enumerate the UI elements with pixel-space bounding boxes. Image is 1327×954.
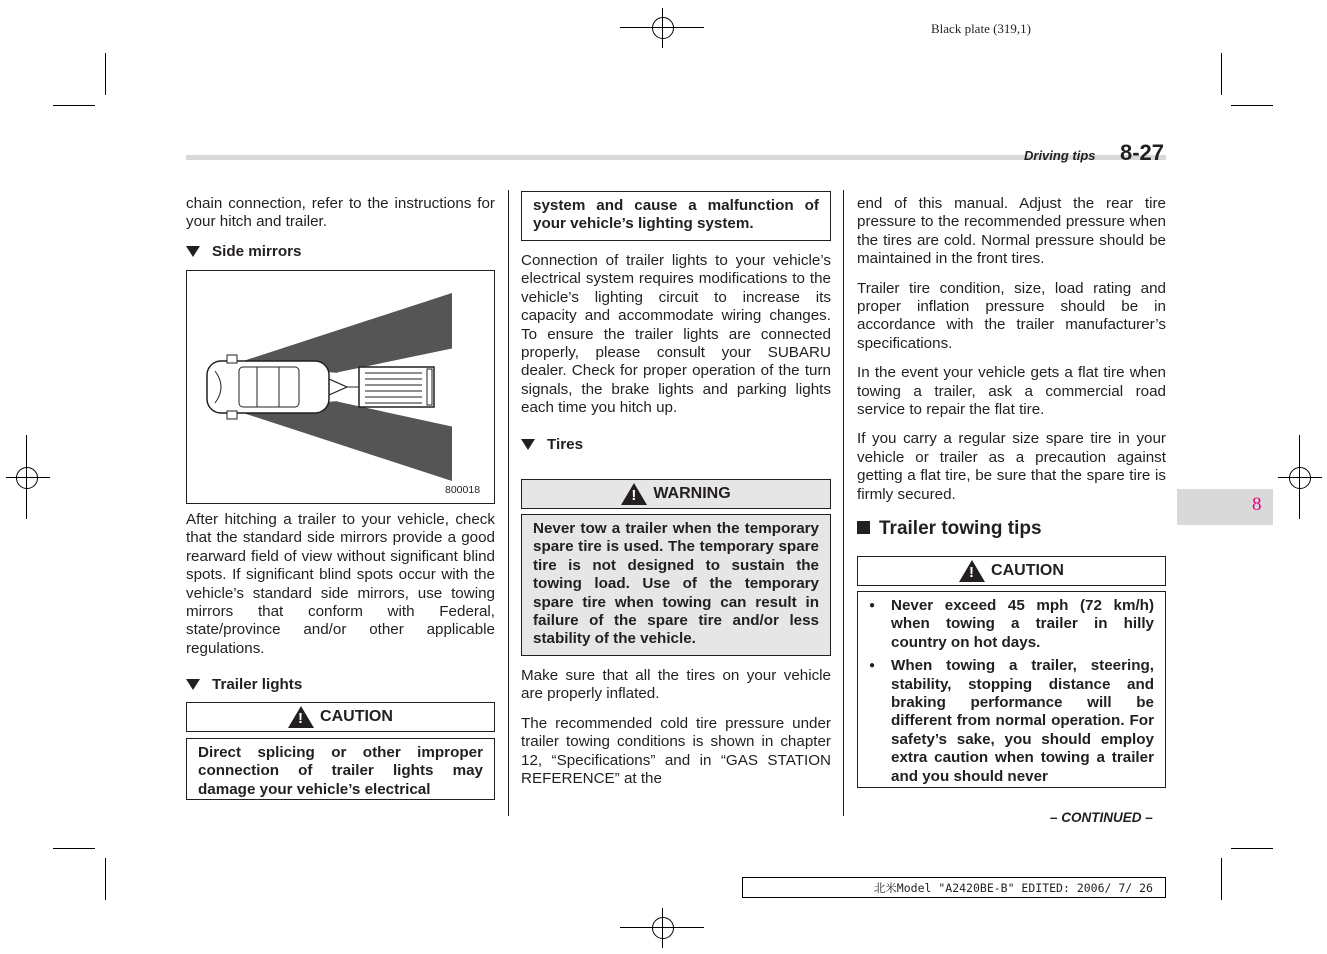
caution-continuation-text: system and cause a malfunction of your vehicle’s lighting system. [533, 197, 819, 233]
caution-text: Direct splicing or other improper connection of trailer lights may damage your vehicle’s electrical [198, 744, 483, 798]
tires-paragraph-1: Make sure that all the tires on your vehicle are properly inflated. [521, 667, 831, 703]
warning-title: WARNING [653, 485, 731, 502]
caution-title-2: CAUTION [991, 562, 1064, 579]
triangle-bullet-icon [186, 246, 200, 257]
side-mirrors-heading: Side mirrors [186, 243, 495, 261]
warning-text: Never tow a trailer when the temporary spare tire is used. The temporary spare tire is not designed to sustain the towing load. Use of the temporary spare tire when towing can result in failure of the spare tire and/or less stability of the vehicle. [533, 520, 819, 648]
triangle-bullet-icon [521, 439, 535, 450]
tires-heading: Tires [521, 436, 831, 454]
intro-text: chain connection, refer to the instructions for your hitch and trailer. [186, 195, 495, 231]
column-3 [857, 195, 1166, 551]
col3-paragraph-2: Trailer tire condition, size, load rating and proper inflation pressure should be in accordance with the trailer manufacturer’s specifications. [857, 279, 1166, 352]
caution-title-box-2 [857, 556, 1166, 586]
page-number: 8-27 [1120, 140, 1165, 165]
caution-title: CAUTION [320, 708, 393, 725]
section-name: Driving tips [1024, 148, 1096, 163]
side-mirror-figure [186, 270, 495, 504]
continued-label: – CONTINUED – [1050, 810, 1153, 825]
car-trailer-illustration [187, 271, 494, 503]
col3-paragraph-3: In the event your vehicle gets a flat tire when towing a trailer, ask a commercial road service to repair the flat tire. [857, 364, 1166, 419]
col3-paragraph-4: If you carry a regular size spare tire in your vehicle or trailer as a precaution against getting a flat tire, be sure that the spare tire is firmly secured. [857, 430, 1166, 503]
caution-bullet-list [869, 597, 1154, 786]
triangle-bullet-icon [186, 679, 200, 690]
side-mirrors-text: After hitching a trailer to your vehicle, check that the standard side mirrors provide a good rearward field of view without significant blind spots. If significant blind spots occur with the vehicle’s standard side mirrors, use towing mirrors that conform with Federal, state/province and/or other applicable regulations. [186, 511, 495, 657]
col3-paragraph-1: end of this manual. Adjust the rear tire pressure to the recommended pressure when the tires are cold. Normal pressure should be maintained in the front tires. [857, 195, 1166, 268]
caution-continuation-box [521, 191, 831, 241]
trailer-towing-tips-heading: Trailer towing tips [857, 520, 1166, 538]
column-2 [521, 252, 831, 464]
caution-body-box-2 [857, 591, 1166, 788]
caution-body-box [186, 738, 495, 800]
warning-triangle-icon [621, 483, 647, 505]
caution-bullet-1: ● Never exceed 45 mph (72 km/h) when towing a trailer in hilly country on hot days. [869, 597, 1154, 652]
trailer-lights-heading: Trailer lights [186, 676, 495, 694]
plate-label: Black plate (319,1) [931, 21, 1031, 36]
figure-code: 800018 [445, 484, 481, 496]
column-2-lower [521, 667, 831, 799]
warning-body-box [521, 514, 831, 656]
warning-triangle-icon [959, 560, 985, 582]
column-separator [843, 190, 844, 816]
square-bullet-icon [857, 521, 870, 534]
warning-title-box [521, 479, 831, 509]
header-bar [186, 155, 1166, 160]
column-separator [508, 190, 509, 816]
tires-paragraph-2: The recommended cold tire pressure under trailer towing conditions is shown in chapter 12, “Specifications” and in “GAS STATION REFERENCE” at the [521, 714, 831, 788]
caution-bullet-2: ● When towing a trailer, steering, stability, stopping distance and braking performance will be different from normal operation. For safety’s sake, you should employ extra caution when towing a trailer and you should never [869, 657, 1154, 786]
column-1 [186, 195, 495, 271]
warning-triangle-icon [288, 706, 314, 728]
chapter-tab-number: 8 [1252, 494, 1262, 515]
caution-title-box [186, 702, 495, 732]
lights-text: Connection of trailer lights to your vehicle’s electrical system requires modifications to the vehicle’s lighting circuit to increase its capacity and accommodate wiring changes. To ensure the trailer lights are connected properly, please consult your SUBARU dealer. Check for proper operation of the turn signals, the brake lights and parking lights each time you hitch up. [521, 252, 831, 417]
footer-edition: 北米Model "A2420BE-B" EDITED: 2006/ 7/ 26 [742, 877, 1166, 898]
column-1-lower [186, 511, 495, 705]
